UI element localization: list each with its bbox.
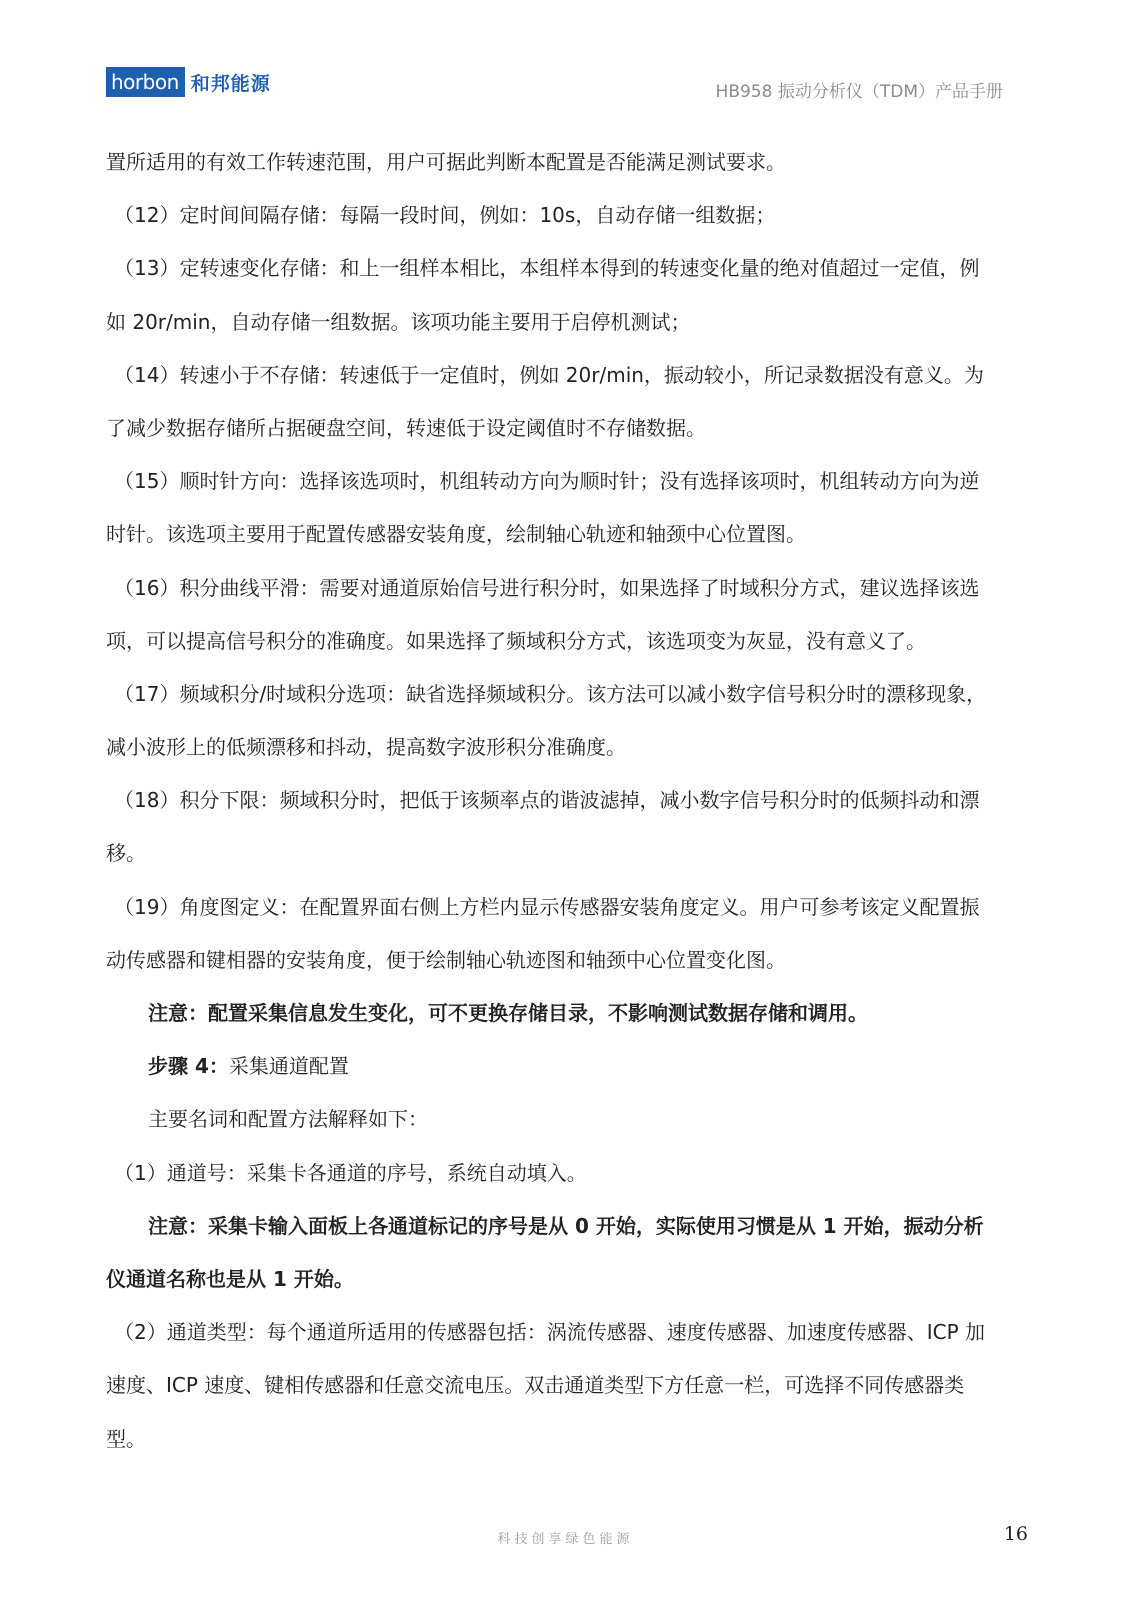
paragraph-line: 时针。该选项主要用于配置传感器安装角度，绘制轴心轨迹和轴颈中心位置图。 (106, 522, 806, 547)
step-heading (106, 1040, 1026, 1093)
paragraph-line: 置所适用的有效工作转速范围，用户可据此判断本配置是否能满足测试要求。 (106, 150, 786, 174)
paragraph-line: 了减少数据存储所占据硬盘空间，转速低于设定阈值时不存储数据。 (106, 415, 706, 440)
paragraph-line: （1）通道号：采集卡各通道的序号，系统自动填入。 (114, 1160, 587, 1185)
paragraph-line: 移。 (106, 841, 146, 866)
paragraph-line: （13）定转速变化存储：和上一组样本相比，本组样本得到的转速变化量的绝对值超过一定值，例 (114, 256, 980, 281)
page-body (106, 136, 1026, 1466)
paragraph-line: （18）积分下限：频域积分时，把低于该频率点的谐波滤掉，减小数字信号积分时的低频抖动和漂 (114, 788, 980, 813)
company-logo (106, 67, 271, 97)
paragraph-line: 速度、ICP 速度、键相传感器和任意交流电压。双击通道类型下方任意一栏，可选择不同传感器类 (106, 1373, 965, 1398)
paragraph-line: 减小波形上的低频漂移和抖动，提高数字波形积分准确度。 (106, 735, 626, 760)
logo-wordmark: horbon (106, 67, 185, 97)
paragraph-line: （16）积分曲线平滑：需要对通道原始信号进行积分时，如果选择了时域积分方式，建议选择该选 (114, 575, 980, 600)
paragraph-line: （15）顺时针方向：选择该选项时，机组转动方向为顺时针；没有选择该项时，机组转动方向为逆 (114, 469, 980, 494)
paragraph-line: 型。 (106, 1426, 146, 1451)
paragraph-line: 动传感器和键相器的安装角度，便于绘制轴心轨迹图和轴颈中心位置变化图。 (106, 947, 786, 972)
paragraph-line: 如 20r/min，自动存储一组数据。该项功能主要用于启停机测试； (106, 309, 691, 334)
paragraph-line: 主要名词和配置方法解释如下： (148, 1107, 428, 1132)
paragraph-line: （14）转速小于不存储：转速低于一定值时，例如 20r/min，振动较小，所记录数据没有意义。为 (114, 362, 984, 387)
paragraph-line: （17）频域积分/时域积分选项：缺省选择频域积分。该方法可以减小数字信号积分时的漂移现象， (114, 681, 987, 706)
paragraph-line: 项，可以提高信号积分的准确度。如果选择了频域积分方式，该选项变为灰显，没有意义了。 (106, 628, 926, 653)
note-line: 仪通道名称也是从 1 开始。 (106, 1266, 354, 1291)
paragraph-line: （19）角度图定义：在配置界面右侧上方栏内显示传感器安装角度定义。用户可参考该定义配置振 (114, 894, 980, 919)
note-line: 注意：配置采集信息发生变化，可不更换存储目录，不影响测试数据存储和调用。 (148, 1001, 868, 1025)
paragraph-line: （12）定时间间隔存储：每隔一段时间，例如：10s，自动存储一组数据； (114, 203, 776, 228)
page-header (0, 0, 1131, 120)
step-label: 步骤 4： (148, 1054, 229, 1079)
logo-company-name: 和邦能源 (190, 72, 271, 95)
step-title: 采集通道配置 (228, 1054, 349, 1079)
note-line: 注意：采集卡输入面板上各通道标记的序号是从 0 开始，实际使用习惯是从 1 开始，振动分析 (148, 1213, 984, 1238)
footer-slogan: 科技创享绿色能源 (497, 1532, 634, 1547)
paragraph-line: （2）通道类型：每个通道所适用的传感器包括：涡流传感器、速度传感器、加速度传感器、ICP 加 (114, 1320, 986, 1345)
page-number: 16 (1003, 1523, 1028, 1545)
document-title: HB958 振动分析仪（TDM）产品手册 (715, 82, 1003, 102)
